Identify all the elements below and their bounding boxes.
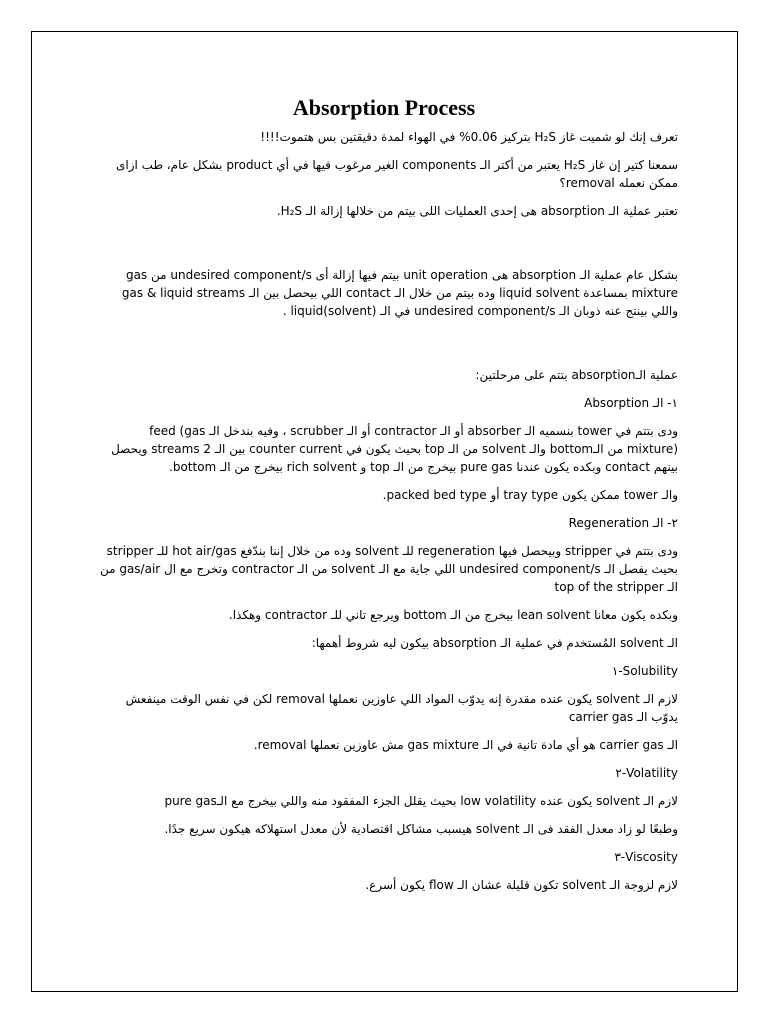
paragraph-tower-types: والـ tower ممكن يكون tray type أو packed bed type. xyxy=(382,488,678,502)
paragraph-loss-rate: وطبعًا لو زاد معدل الفقد فى الـ solvent هيسبب مشاكل اقتصادية لأن معدل استهلاكه هيكون سريع جدًا. xyxy=(164,822,678,836)
paragraph-absorption-role: تعتبر عملية الـ absorption هى إحدى العمليات اللى بيتم من خلالها إزالة الـ H₂S. xyxy=(276,204,678,218)
paragraph-viscosity: لازم لزوجة الـ solvent تكون قليلة عشان الـ flow يكون أسرع. xyxy=(365,878,678,892)
paragraph-volatility: لازم الـ solvent يكون عنده low volatility بحيث يقلل الجزء المفقود منه واللي بيخرج مع الـpure gas xyxy=(164,794,678,808)
paragraph-h2s-question: سمعنا كتير إن غاز H₂S يعتبر من أكتر الـ components الغير مرغوب فيها في أي product بشكل عام، طب ازاى ممكن نعمله removal؟ xyxy=(115,158,678,190)
paragraph-stripper: ودى بتتم في stripper وبيحصل فيها regeneration للـ solvent وده من خلال إننا بندّفع hot air/gas للـ stripper بحيث يفصل الـ undesired component/s اللي جاية مع الـ solvent من الـ contractor وتخرج مع ال gas/air من الـ top of the stripper xyxy=(99,544,678,594)
paragraph-definition: بشكل عام عملية الـ absorption هى unit operation بيتم فيها إزالة أى undesired component/s من gas mixture بمساعدة liquid solvent وده بيتم من خلال الـ contact اللي بيحصل بين الـ gas & liquid streams واللي بينتج عنه ذوبان الـ undesired component/s في الـ liquid(solvent) . xyxy=(121,268,678,318)
paragraph-carrier-gas: الـ carrier gas هو أي مادة تانية في الـ gas mixture مش عاوزين نعملها removal. xyxy=(253,738,678,752)
heading-solubility: Solubility-١ xyxy=(611,664,678,678)
paragraph-lean-solvent: وبكده يكون معانا lean solvent بيخرج من الـ bottom ويرجع تاني للـ contractor وهكذا. xyxy=(228,608,678,622)
paragraph-two-stages: عملية الـabsorption بتتم على مرحلتين: xyxy=(475,368,678,382)
document-title: Absorption Process xyxy=(292,95,476,120)
paragraph-solubility: لازم الـ solvent يكون عنده مقدرة إنه يدوّب المواد اللي عاوزين نعملها removal لكن في نفس الوقت مينفعش يدوّب الـ carrier gas xyxy=(125,692,678,724)
document-body xyxy=(96,128,678,904)
heading-viscosity: Viscosity-٣ xyxy=(614,850,678,864)
paragraph-intro: تعرف إنك لو شميت غاز H₂S بتركيز 0.06% في الهواء لمدة دقيقتين بس هتموت!!!! xyxy=(260,130,678,144)
paragraph-solvent-conditions: الـ solvent المُستخدم في عملية الـ absorption بيكون ليه شروط أهمها: xyxy=(311,636,678,650)
heading-absorption-stage: ١- الـ Absorption xyxy=(584,396,678,410)
heading-volatility: Volatility-٢ xyxy=(615,766,678,780)
paragraph-absorber: ودى بتتم في tower بنسميه الـ absorber أو الـ contractor أو الـ scrubber ، وفيه بندخل الـ feed (gas mixture) من الـbottom والـ solvent من الـ top بحيث يكون في counter current بين الـ streams 2 ويحصل بينهم contact وبكده يكون عندنا pure gas بيخرج من الـ top و rich solvent بيخرج من الـ bottom. xyxy=(111,424,678,474)
heading-regeneration-stage: ٢- الـ Regeneration xyxy=(568,516,678,530)
